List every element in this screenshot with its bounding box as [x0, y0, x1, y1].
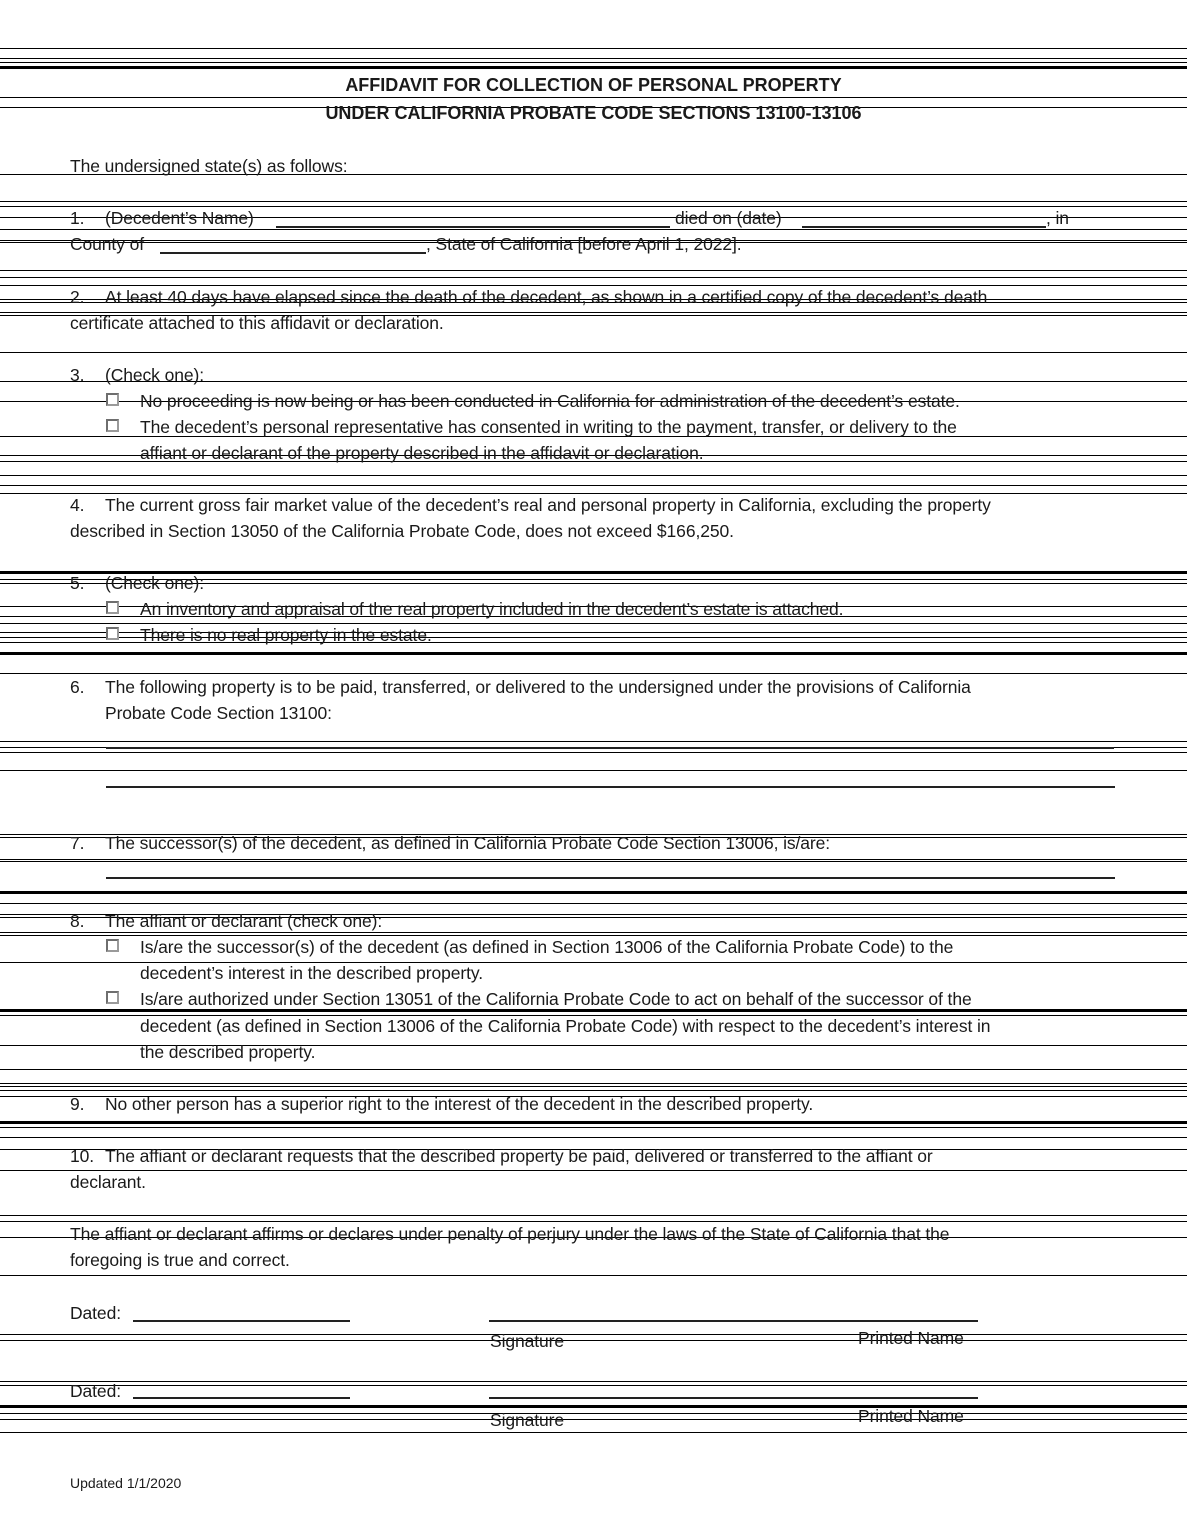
check-one-label: The affiant or declarant (check one): — [105, 911, 383, 931]
horizontal-rule — [0, 652, 1187, 655]
county-label: County of — [70, 234, 145, 254]
horizontal-rule — [0, 891, 1187, 894]
option-text: decedent (as defined in Section 13006 of the California Probate Code) with respect to the decedent’s interest in — [140, 1016, 991, 1036]
horizontal-rule — [0, 1069, 1187, 1070]
option-text: decedent’s interest in the described property. — [140, 963, 484, 983]
horizontal-rule — [0, 493, 1187, 494]
horizontal-rule — [0, 229, 1187, 230]
check-one-label: (Check one): — [105, 573, 204, 593]
option-text: Is/are the successor(s) of the decedent (as defined in Section 13006 of the California Probate Code) to the — [140, 937, 954, 957]
horizontal-rule — [0, 485, 1187, 486]
option-text: the described property. — [140, 1042, 316, 1062]
updated-footer: Updated 1/1/2020 — [70, 1475, 182, 1491]
horizontal-rule — [0, 285, 1187, 286]
item-text-line: The affiant or declarant requests that the described property be paid, delivered or transferred to the affiant or — [105, 1146, 933, 1166]
signature-field[interactable] — [489, 1320, 978, 1322]
horizontal-rule — [0, 48, 1187, 49]
item-text-line: No other person has a superior right to the interest of the decedent in the described property. — [105, 1094, 814, 1114]
item-text-line: The following property is to be paid, transferred, or delivered to the undersigned under the provisions of California — [105, 677, 971, 697]
horizontal-rule — [0, 770, 1187, 771]
horizontal-rule — [0, 1221, 1187, 1222]
item-number: 6. — [70, 677, 85, 697]
item-number: 8. — [70, 911, 85, 931]
horizontal-rule — [0, 1419, 1187, 1420]
horizontal-rule — [0, 1340, 1187, 1341]
item-number: 7. — [70, 833, 85, 853]
affirmation-line: The affiant or declarant affirms or declares under penalty of perjury under the laws of the State of California that the — [70, 1224, 950, 1244]
item-text-line: At least 40 days have elapsed since the death of the decedent, as shown in a certified copy of the decedent’s death — [105, 287, 988, 307]
horizontal-rule — [0, 1009, 1187, 1012]
horizontal-rule — [0, 62, 1187, 63]
horizontal-rule — [0, 903, 1187, 904]
successors-field[interactable] — [106, 877, 1115, 879]
checkbox-is-successor[interactable] — [106, 939, 119, 952]
in-text: , in — [1046, 208, 1069, 228]
decedent-name-label: (Decedent’s Name) — [105, 208, 254, 228]
decedent-name-field[interactable] — [276, 226, 670, 228]
option-text: Is/are authorized under Section 13051 of the California Probate Code to act on behalf of the successor of the — [140, 989, 972, 1009]
horizontal-rule — [0, 1334, 1187, 1335]
affirmation-line: foregoing is true and correct. — [70, 1250, 290, 1270]
item-number: 10. — [70, 1146, 95, 1166]
horizontal-rule — [0, 277, 1187, 278]
horizontal-rule — [0, 935, 1187, 936]
checkbox-no-proceeding[interactable] — [106, 393, 119, 406]
signature-label: Signature — [490, 1331, 565, 1351]
horizontal-rule — [0, 97, 1187, 98]
horizontal-rule — [0, 1137, 1187, 1138]
checkbox-no-real-property[interactable] — [106, 627, 119, 640]
horizontal-rule — [0, 201, 1187, 202]
horizontal-rule — [0, 623, 1187, 624]
horizontal-rule — [0, 741, 1187, 742]
horizontal-rule — [0, 1086, 1187, 1087]
signature-field[interactable] — [489, 1397, 978, 1399]
date-of-death-field[interactable] — [802, 226, 1046, 228]
horizontal-rule — [0, 1432, 1187, 1433]
horizontal-rule — [0, 66, 1187, 69]
item-text-line: The current gross fair market value of the decedent’s real and personal property in California, excluding the property — [105, 495, 991, 515]
option-text: An inventory and appraisal of the real property included in the decedent’s estate is attached. — [140, 599, 844, 619]
option-text: There is no real property in the estate. — [140, 625, 432, 645]
checkbox-inventory-attached[interactable] — [106, 601, 119, 614]
document-title-line-2: UNDER CALIFORNIA PROBATE CODE SECTIONS 13100-13106 — [325, 103, 862, 123]
horizontal-rule — [0, 1090, 1187, 1091]
item-number: 2. — [70, 287, 85, 307]
item-text-line: described in Section 13050 of the California Probate Code, does not exceed $166,250. — [70, 521, 734, 541]
printed-name-label: Printed Name — [858, 1406, 964, 1426]
printed-name-label: Printed Name — [858, 1328, 964, 1348]
item-number: 4. — [70, 495, 85, 515]
signature-label: Signature — [490, 1410, 565, 1430]
checkbox-representative-consented[interactable] — [106, 419, 119, 432]
check-one-label: (Check one): — [105, 365, 204, 385]
item-number: 9. — [70, 1094, 85, 1114]
horizontal-rule — [0, 1413, 1187, 1414]
dated-field[interactable] — [133, 1397, 350, 1399]
horizontal-rule — [0, 270, 1187, 271]
horizontal-rule — [0, 1170, 1187, 1171]
item-text-line: declarant. — [70, 1172, 146, 1192]
horizontal-rule — [0, 673, 1187, 674]
checkbox-is-authorized[interactable] — [106, 991, 119, 1004]
horizontal-rule — [0, 475, 1187, 476]
horizontal-rule — [0, 1215, 1187, 1216]
horizontal-rule — [0, 206, 1187, 207]
option-text: The decedent’s personal representative has consented in writing to the payment, transfer, or delivery to the — [140, 417, 957, 437]
state-text: , State of California [before April 1, 2022]. — [426, 234, 742, 254]
horizontal-rule — [0, 752, 1187, 753]
option-text: affiant or declarant of the property described in the affidavit or declaration. — [140, 443, 704, 463]
horizontal-rule — [0, 1275, 1187, 1276]
document-title-line-1: AFFIDAVIT FOR COLLECTION OF PERSONAL PROPERTY — [345, 75, 842, 95]
horizontal-rule — [0, 1381, 1187, 1382]
horizontal-rule — [0, 1385, 1187, 1386]
horizontal-rule — [0, 1405, 1187, 1408]
item-text-line: The successor(s) of the decedent, as defined in California Probate Code Section 13006, is/are: — [105, 833, 831, 853]
horizontal-rule — [0, 932, 1187, 933]
horizontal-rule — [0, 1127, 1187, 1128]
horizontal-rule — [0, 352, 1187, 353]
property-description-field-1[interactable] — [106, 747, 1114, 749]
item-text-line: certificate attached to this affidavit or declaration. — [70, 313, 444, 333]
horizontal-rule — [0, 859, 1187, 860]
item-number: 3. — [70, 365, 85, 385]
item-number: 1. — [70, 208, 85, 228]
county-field[interactable] — [160, 252, 426, 254]
horizontal-rule — [0, 58, 1187, 59]
horizontal-rule — [0, 1083, 1187, 1084]
intro-text: The undersigned state(s) as follows: — [70, 156, 348, 176]
option-text: No proceeding is now being or has been conducted in California for administration of the decedent’s estate. — [140, 391, 960, 411]
item-number: 5. — [70, 573, 85, 593]
dated-label: Dated: — [70, 1303, 121, 1323]
dated-label: Dated: — [70, 1381, 121, 1401]
dated-field[interactable] — [133, 1320, 350, 1322]
horizontal-rule — [0, 861, 1187, 862]
property-description-field-2[interactable] — [106, 786, 1115, 788]
date-of-death-label: died on (date) — [675, 208, 782, 228]
horizontal-rule — [0, 1121, 1187, 1124]
item-text-line: Probate Code Section 13100: — [105, 703, 332, 723]
